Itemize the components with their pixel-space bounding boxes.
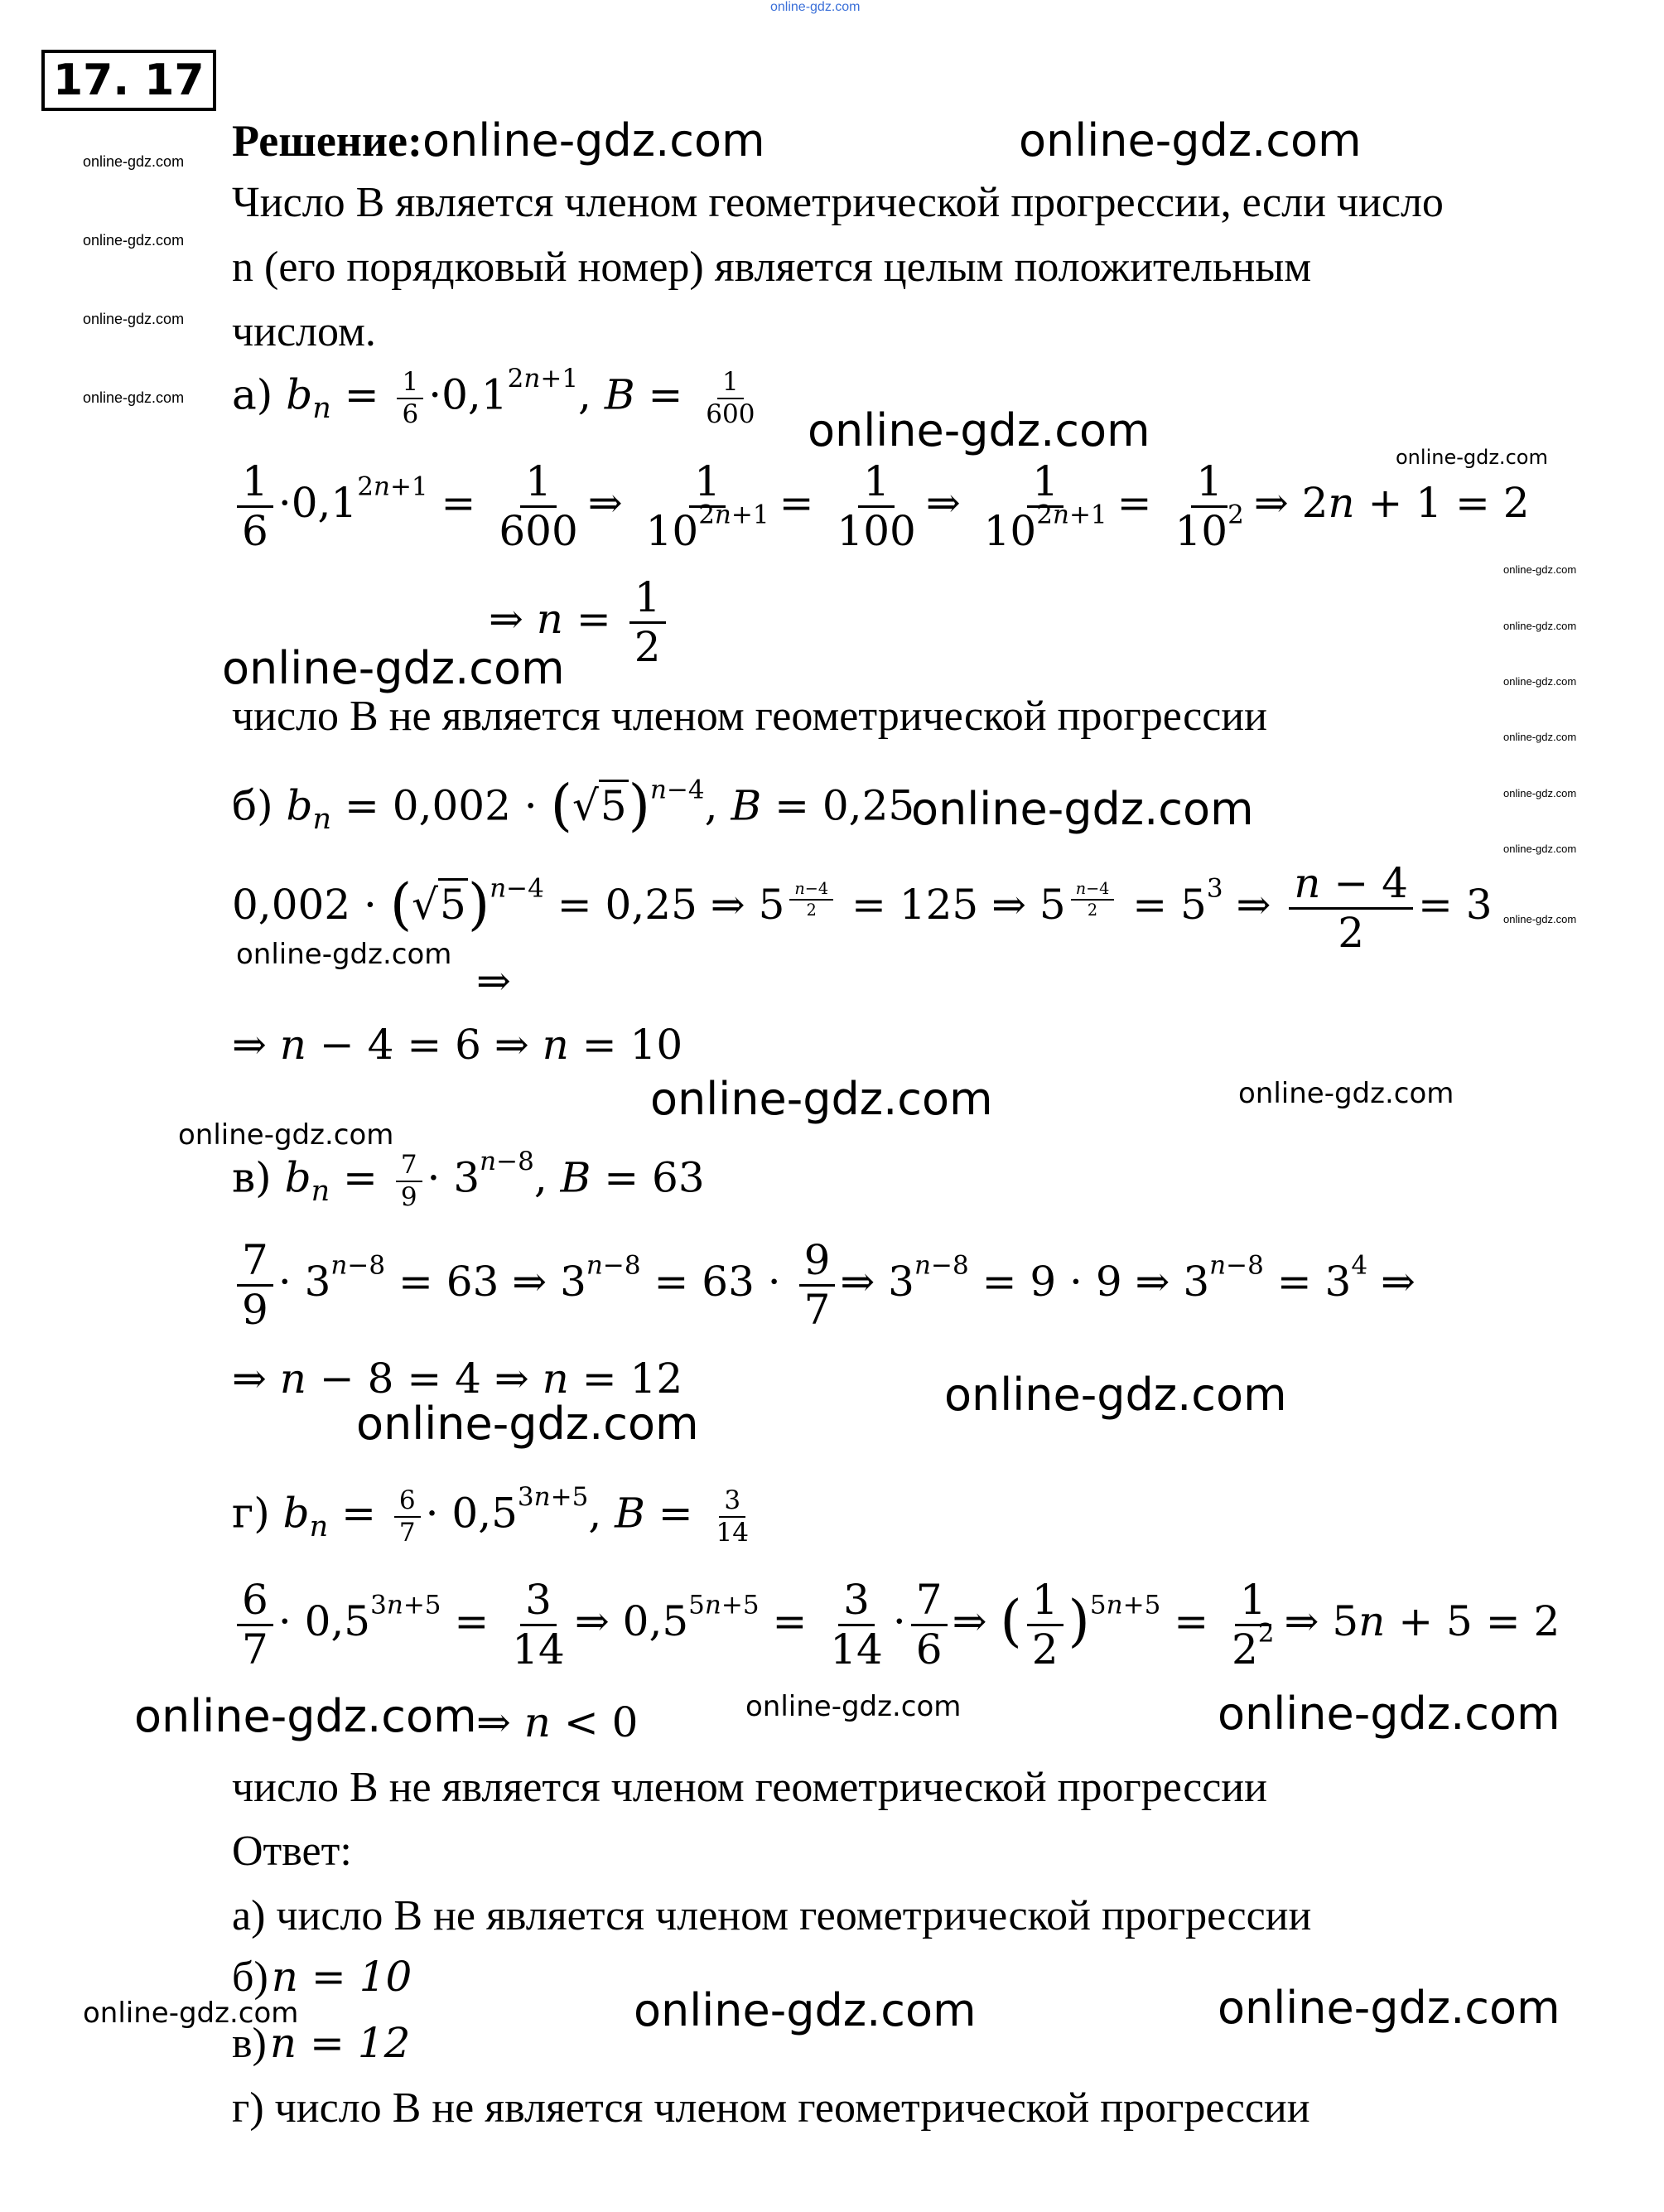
answer-v-label: в) (232, 2020, 267, 2067)
watermark: online-gdz.com (944, 1369, 1287, 1421)
part-a-result: ⇒ n = $\frac{1}{2}$ (489, 576, 671, 669)
watermark: online-gdz.com (1396, 446, 1548, 469)
watermark: online-gdz.com (808, 404, 1150, 456)
watermark: online-gdz.com (222, 642, 565, 694)
watermark: online-gdz.com (1503, 913, 1577, 925)
solution-label: Решение: (232, 116, 422, 166)
part-v-label: в) (232, 1153, 272, 1202)
watermark: online-gdz.com (1503, 675, 1577, 688)
watermark: online-gdz.com (1503, 843, 1577, 855)
part-v-result: ⇒ n − 8 = 4 ⇒ n = 12 (232, 1355, 683, 1403)
part-v-statement: в) $b_n$ = $\frac{7}{9}$ · $3^{n-8}$, B = 63 (232, 1147, 705, 1212)
part-a-label: а) (232, 370, 273, 419)
part-g-equation: $\frac{6}{7}$ · $0,5^{3n+5}$ = $\frac{3}{14}$ ⇒ $0,5^{5n+5}$ = $\frac{3}{14}$ · $\frac{7}{6}$ ⇒ ( $\frac{1}{2}$ )$^{5n+5}$ = $\frac{1}{2^2}$ ⇒ 5n + 5 = 2 (232, 1578, 1560, 1671)
answer-v-value: n = 12 (269, 2019, 411, 2067)
watermark: online-gdz.com (83, 153, 185, 170)
problem-number: 17. 17 (41, 50, 216, 111)
solution-heading (232, 114, 765, 167)
answer-b (232, 1953, 412, 2002)
part-v-equation: $\frac{7}{9}$ · $3^{n-8} = 63$ ⇒ $3^{n-8} = 63$ · $\frac{9}{7}$ ⇒ $3^{n-8} = 9 \cdot 9$ ⇒ $3^{n-8} = 3^4$ ⇒ (232, 1239, 1416, 1331)
watermark: online-gdz.com (650, 1073, 993, 1125)
answer-g: г) число B не является членом геометрической прогрессии (232, 2084, 1310, 2132)
heading-site: online-gdz.com (422, 114, 765, 167)
part-g-statement: г) $b_n$ = $\frac{6}{7}$ · $0,5^{3n+5}$, B = $\frac{3}{14}$ (232, 1482, 749, 1548)
answer-title: Ответ: (232, 1828, 352, 1875)
part-b-arrow: ⇒ (476, 957, 511, 1005)
watermark: online-gdz.com (236, 938, 452, 971)
part-a-conclusion: число B не является членом геометрической прогрессии (232, 693, 1267, 740)
intro-line-3: числом. (232, 308, 376, 355)
watermark: online-gdz.com (911, 783, 1254, 835)
part-b-statement: б) $b_n = 0,002 \cdot (√5)^{n-4}$, B = 0,25 (232, 772, 915, 838)
part-b-label: б) (232, 781, 273, 830)
watermark: online-gdz.com (1503, 620, 1577, 632)
watermark: online-gdz.com (178, 1118, 394, 1152)
watermark: online-gdz.com (1503, 731, 1577, 743)
watermark: online-gdz.com (83, 389, 185, 406)
part-b-equation: $0,002 \cdot (√5)^{n-4} = 0,25$ ⇒ 5 $^{\frac{n-4}{2}}$ = 125 ⇒ 5 $^{\frac{n-4}{2}}$ = $5^3$ ⇒ $\frac{n - 4}{2}$ = 3 (232, 859, 1493, 957)
watermark: online-gdz.com (1218, 1688, 1560, 1740)
watermark: online-gdz.com (83, 232, 185, 249)
answer-a: а) число B не является членом геометрической прогрессии (232, 1892, 1312, 1939)
answer-b-label: б) (232, 1954, 268, 2001)
watermark: online-gdz.com (1019, 114, 1362, 167)
watermark: online-gdz.com (356, 1398, 699, 1450)
watermark: online-gdz.com (1218, 1982, 1560, 2034)
watermark: online-gdz.com (134, 1690, 477, 1742)
watermark: online-gdz.com (745, 1690, 962, 1723)
part-a-statement: а) $b_n$ = $\frac{1}{6}$ $\cdot 0,1^{2n+1}$, B = $\frac{1}{600}$ (232, 364, 755, 429)
intro-line-2: n (его порядковый номер) является целым положительным (232, 244, 1312, 291)
answer-b-value: n = 10 (271, 1953, 412, 2001)
part-b-result: ⇒ n − 4 = 6 ⇒ n = 10 (232, 1021, 683, 1069)
watermark: online-gdz.com (1238, 1077, 1454, 1110)
watermark: online-gdz.com (634, 1984, 977, 2036)
top-watermark: online-gdz.com (770, 0, 861, 14)
part-g-conclusion: число B не является членом геометрической прогрессии (232, 1764, 1267, 1811)
watermark: online-gdz.com (83, 1997, 299, 2030)
part-g-result: ⇒ n < 0 (476, 1698, 639, 1746)
intro-line-1: Число B является членом геометрической прогрессии, если число (232, 179, 1444, 226)
part-a-equation: $\frac{1}{6}$ $\cdot 0,1^{2n+1}$ = $\frac{1}{600}$ ⇒ $\frac{1}{10^{2n+1}}$ = $\frac{1}{100}$ ⇒ $\frac{1}{10^{2n+1}}$ = $\frac{1}{10^2}$ ⇒ 2n + 1 = 2 (232, 460, 1530, 553)
watermark: online-gdz.com (1503, 787, 1577, 799)
watermark: online-gdz.com (1503, 563, 1577, 576)
part-g-label: г) (232, 1489, 270, 1538)
watermark: online-gdz.com (83, 311, 185, 327)
